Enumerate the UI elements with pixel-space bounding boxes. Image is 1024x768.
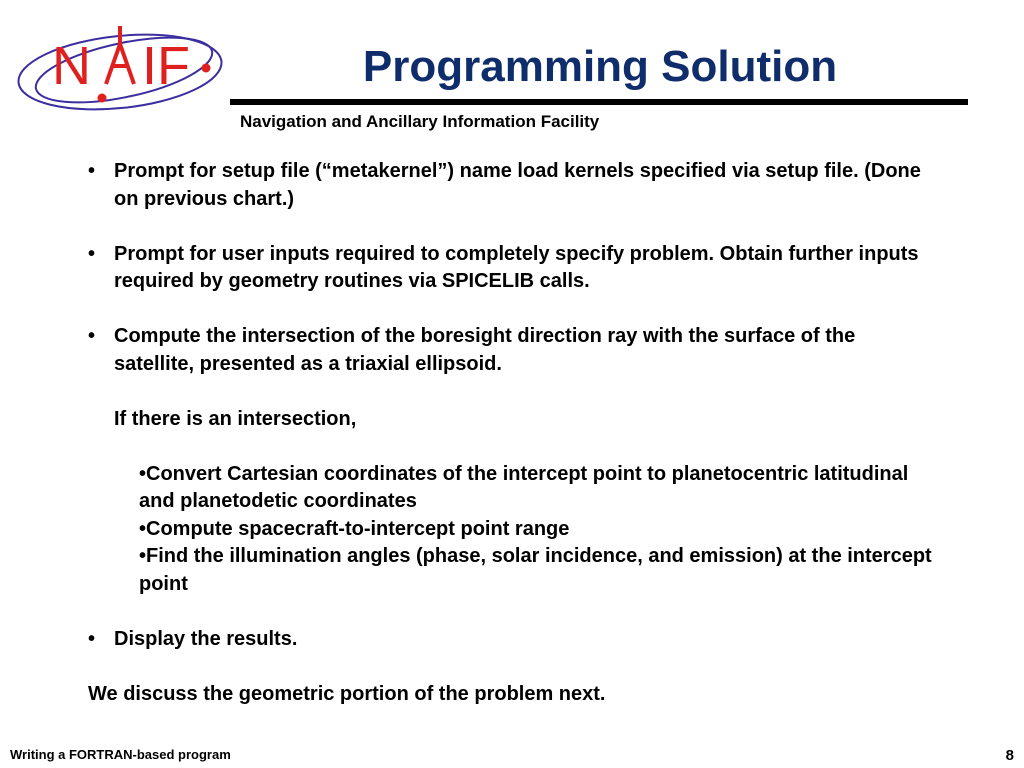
naif-logo: [14, 22, 226, 112]
bullet-text: Compute the intersection of the boresight direction ray with the surface of the satellite, presented as a triaxial ellipsoid.: [114, 325, 856, 375]
bullet-item: [88, 626, 938, 654]
bullet-text: Display the results.: [114, 627, 298, 650]
title-divider: [230, 99, 968, 105]
sub-bullet-item: •Compute spacecraft-to-intercept point range: [139, 517, 570, 540]
bullet-dot: •: [88, 325, 96, 347]
logo-dot-right: [202, 64, 211, 73]
closing-statement: We discuss the geometric portion of the problem next.: [88, 682, 606, 705]
logo-if: IF: [142, 36, 190, 96]
page-subtitle: Navigation and Ancillary Information Facility: [240, 112, 600, 131]
bullet-item: [88, 241, 938, 296]
page-title: Programming Solution: [362, 42, 838, 91]
slide-body: [88, 158, 938, 708]
bullet-text: Prompt for setup file (“metakernel”) name load kernels specified via setup file. (Done on previous chart.): [114, 160, 921, 210]
intersection-intro: If there is an intersection,: [114, 407, 357, 430]
page-number: 8: [1005, 747, 1014, 764]
bullet-dot: •: [88, 627, 96, 650]
footer-title: Writing a FORTRAN-based program: [10, 747, 231, 762]
logo-dot-bottom: [98, 94, 107, 103]
logo-n: N: [52, 36, 91, 96]
bullet-item: [88, 323, 938, 378]
sub-bullet-item: •Find the illumination angles (phase, solar incidence, and emission) at the intercept point: [139, 545, 932, 595]
bullet-text: Prompt for user inputs required to completely specify problem. Obtain further inputs required by geometry routines via SPICELIB calls.: [114, 242, 919, 292]
bullet-dot: •: [88, 242, 96, 265]
bullet-item: [88, 158, 938, 213]
bullet-dot: •: [88, 160, 96, 182]
sub-bullet-item: •Convert Cartesian coordinates of the intercept point to planetocentric latitudinal and planetodetic coordinates: [139, 462, 909, 512]
